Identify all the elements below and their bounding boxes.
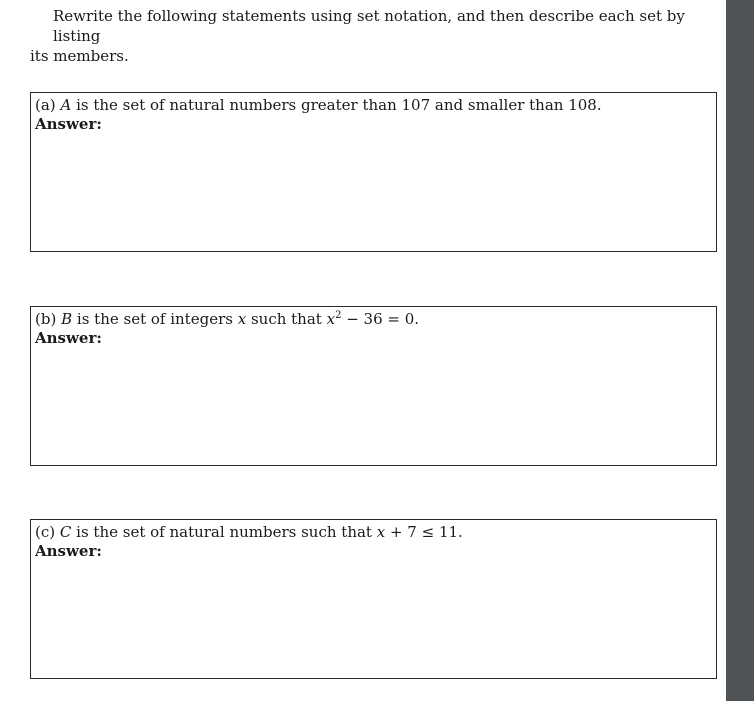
instructions-line-2: its members. <box>30 47 129 65</box>
set-name-b: B <box>61 310 73 328</box>
question-a-text <box>35 95 712 115</box>
answer-area-a[interactable] <box>35 134 712 246</box>
question-c-text <box>35 522 712 542</box>
answer-area-c[interactable] <box>35 561 712 673</box>
such-that-text: such that <box>250 310 322 328</box>
question-a-box <box>30 92 717 252</box>
question-c-statement: is the set of natural numbers such that <box>76 523 372 541</box>
exponent: 2 <box>335 310 342 321</box>
question-b-box <box>30 306 717 466</box>
question-c-box <box>30 519 717 679</box>
variable-x-squared: x <box>326 310 336 328</box>
instructions <box>30 6 690 66</box>
set-name-c: C <box>59 523 72 541</box>
variable-x-c: x <box>376 523 386 541</box>
answer-label-c: Answer: <box>35 542 102 560</box>
set-name-a: A <box>60 96 72 114</box>
equation-tail-b: − 36 = 0. <box>341 310 420 328</box>
scrollbar-gutter[interactable] <box>726 0 754 701</box>
question-b-text <box>35 309 712 329</box>
question-b-statement: is the set of integers <box>76 310 233 328</box>
inequality-tail-c: + 7 ≤ 11. <box>385 523 463 541</box>
question-c-label: (c) <box>35 523 56 541</box>
question-a-label: (a) <box>35 96 56 114</box>
answer-area-b[interactable] <box>35 348 712 460</box>
question-b-label: (b) <box>35 310 57 328</box>
answer-label-a: Answer: <box>35 115 102 133</box>
answer-label-b: Answer: <box>35 329 102 347</box>
question-a-statement: is the set of natural numbers greater than 107 and smaller than 108. <box>76 96 602 114</box>
instructions-line-1: Rewrite the following statements using set notation, and then describe each set by listing <box>53 7 685 45</box>
variable-x: x <box>237 310 247 328</box>
